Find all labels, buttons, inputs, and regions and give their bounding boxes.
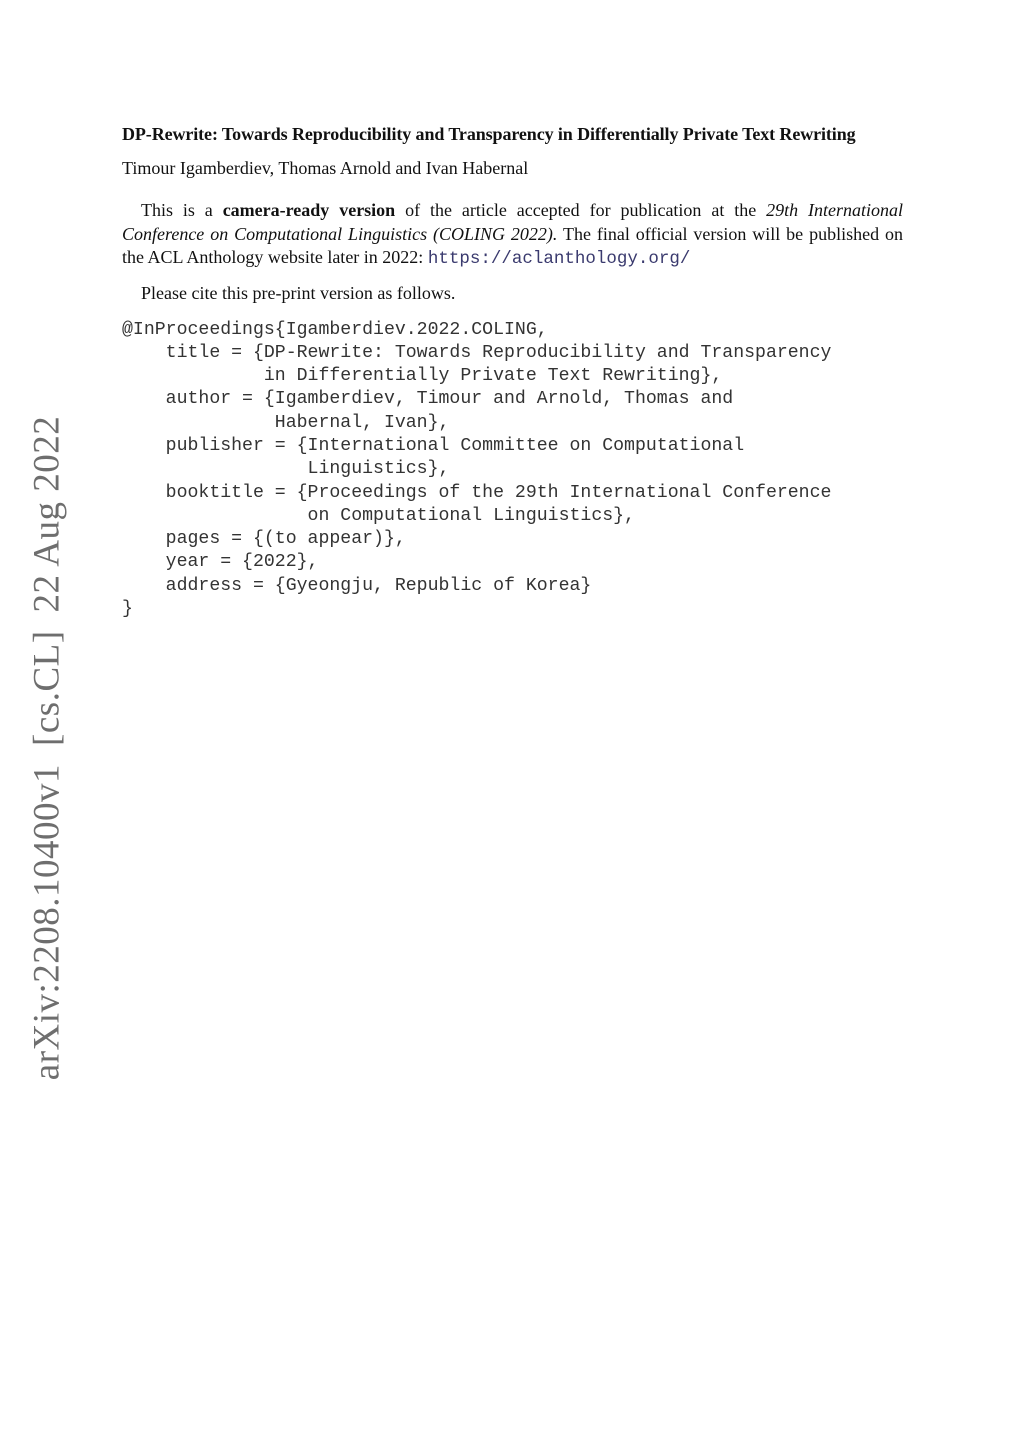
arxiv-date: 22 Aug 2022	[26, 415, 68, 613]
notice-text-1: This is a	[141, 200, 223, 220]
bibtex-line: pages = {(to appear)},	[122, 529, 406, 550]
bibtex-line: booktitle = {Proceedings of the 29th International Conference	[122, 482, 832, 503]
bibtex-line: title = {DP-Rewrite: Towards Reproducibility and Transparency	[122, 342, 832, 363]
anthology-link[interactable]: https://aclanthology.org/	[427, 249, 691, 269]
bibtex-line: author = {Igamberdiev, Timour and Arnold, Thomas and	[122, 389, 734, 410]
main-content	[122, 122, 903, 621]
camera-ready-notice	[122, 199, 903, 272]
bibtex-line: address = {Gyeongju, Republic of Korea}	[122, 575, 592, 596]
bibtex-line: year = {2022},	[122, 552, 319, 573]
notice-text-2: of the article accepted for publication at the	[395, 200, 767, 220]
bibtex-line: in Differentially Private Text Rewriting},	[122, 366, 723, 387]
bibtex-line: Habernal, Ivan},	[122, 412, 450, 433]
notice-text-3: The final official version will be published on the ACL Anthology website later in 2022:	[122, 223, 903, 267]
paper-title: DP-Rewrite: Towards Reproducibility and Transparency in Differentially Private Text Rewriting	[122, 124, 856, 144]
arxiv-side-stamp	[26, 416, 69, 1080]
arxiv-id: arXiv:2208.10400v1	[26, 763, 68, 1081]
bibtex-line: @InProceedings{Igamberdiev.2022.COLING,	[122, 319, 548, 340]
notice-bold: camera-ready version	[222, 200, 396, 220]
notice-venue: 29th International Conference on Computational Linguistics (COLING 2022).	[122, 200, 903, 244]
bibtex-line: Linguistics},	[122, 459, 450, 480]
bibtex-line: }	[122, 599, 133, 620]
bibtex-line: publisher = {International Committee on Computational	[122, 435, 745, 456]
bibtex-line: on Computational Linguistics},	[122, 505, 635, 526]
paper-authors: Timour Igamberdiev, Thomas Arnold and Ivan Habernal	[122, 158, 529, 178]
bibtex-block	[122, 319, 903, 622]
cite-instruction: Please cite this pre-print version as follows.	[141, 282, 456, 303]
arxiv-category: [cs.CL]	[26, 630, 68, 746]
